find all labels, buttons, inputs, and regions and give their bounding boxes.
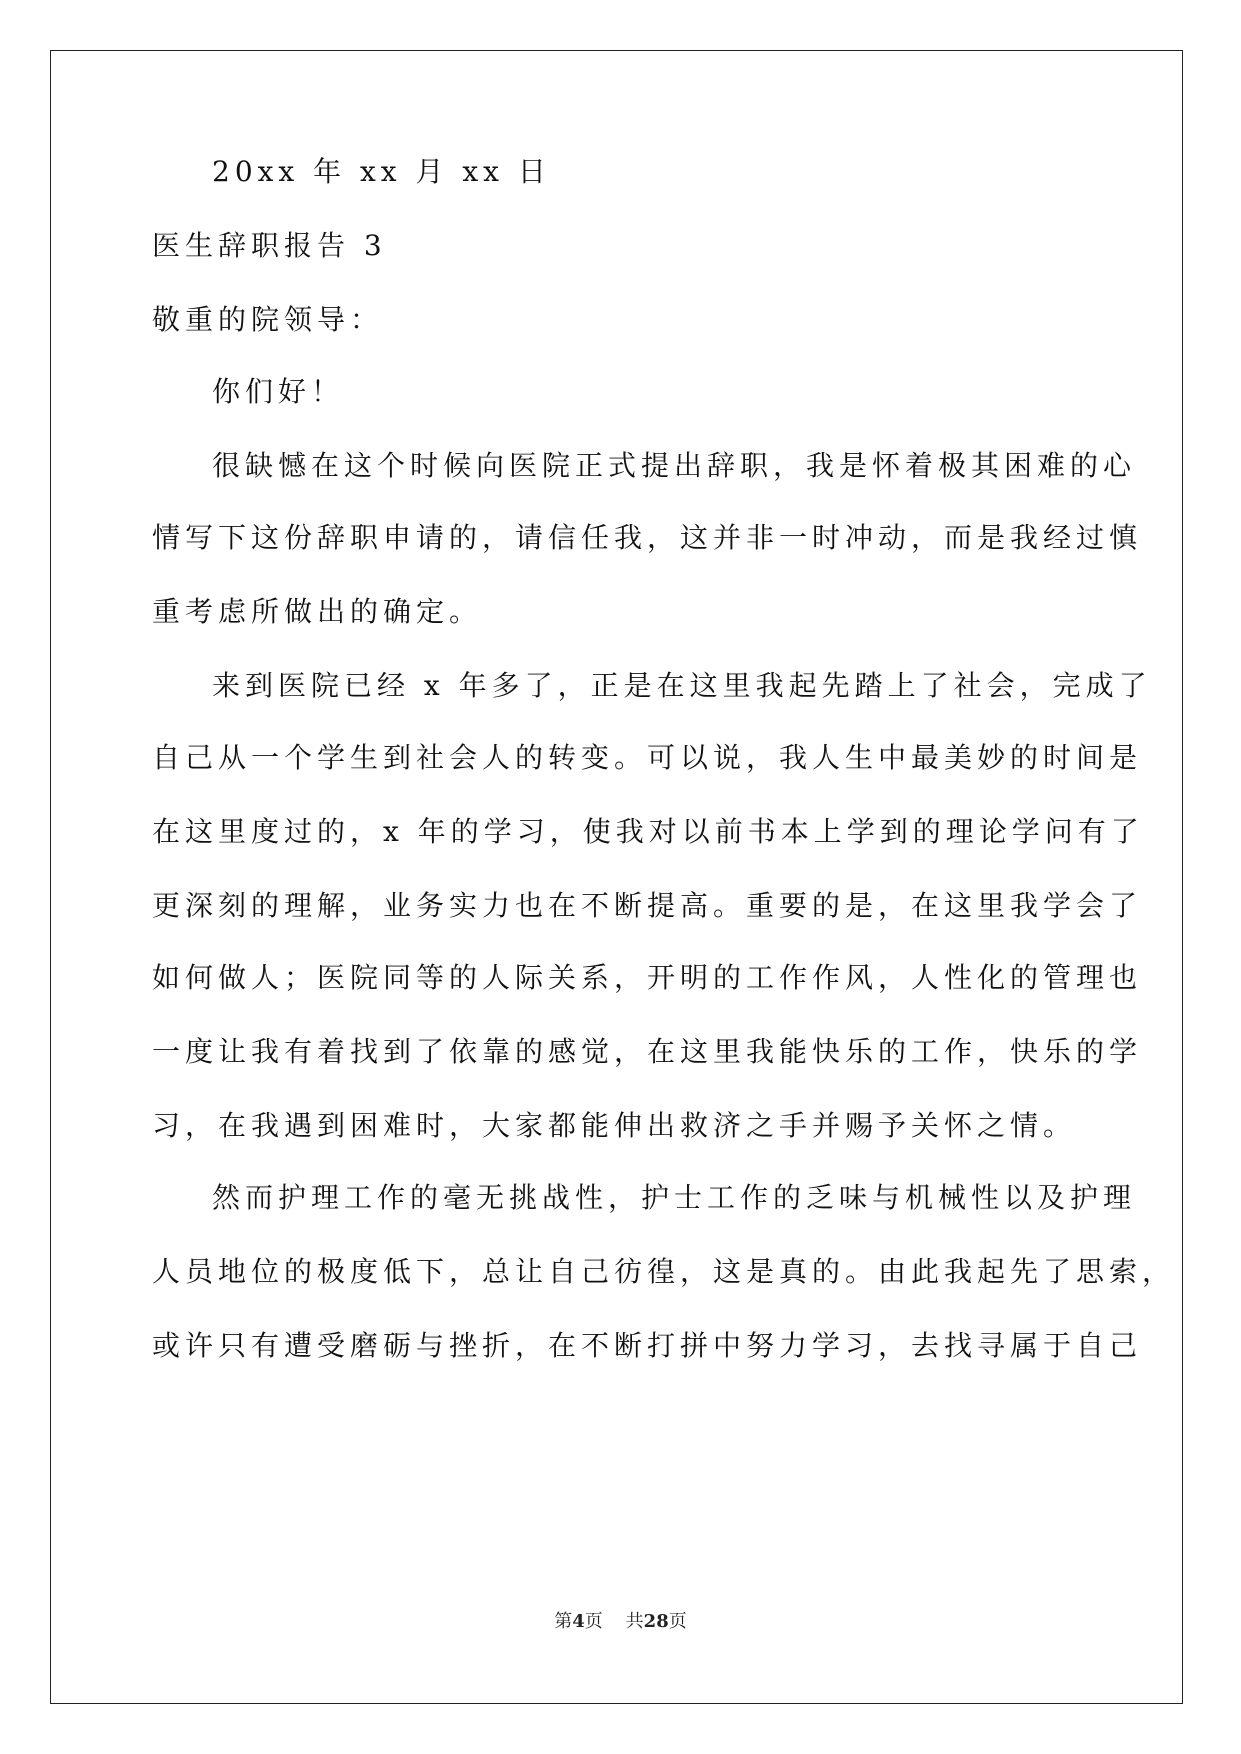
paragraph-line: 如何做人；医院同等的人际关系，开明的工作作风，人性化的管理也 <box>152 961 1143 994</box>
total-prefix: 共 <box>625 1611 644 1632</box>
page-number: 4 <box>572 1611 585 1632</box>
page-footer <box>0 1610 1241 1634</box>
page-suffix: 页 <box>584 1611 603 1632</box>
salutation: 敬重的院领导： <box>152 303 384 336</box>
greeting: 你们好！ <box>212 375 345 408</box>
date-line: 20xx 年 xx 月 xx 日 <box>212 155 551 188</box>
paragraph-line: 重考虑所做出的确定。 <box>152 595 483 628</box>
paragraph-line: 更深刻的理解，业务实力也在不断提高。重要的是，在这里我学会了 <box>152 889 1143 922</box>
total-suffix: 页 <box>668 1611 687 1632</box>
paragraph-line: 很缺憾在这个时候向医院正式提出辞职，我是怀着极其困难的心 <box>212 449 1137 482</box>
paragraph-line: 自己从一个学生到社会人的转变。可以说，我人生中最美妙的时间是 <box>152 741 1143 774</box>
paragraph-line: 情写下这份辞职申请的，请信任我，这并非一时冲动，而是我经过慎 <box>152 521 1143 554</box>
paragraph-line: 一度让我有着找到了依靠的感觉，在这里我能快乐的工作，快乐的学 <box>152 1035 1143 1068</box>
document-title: 医生辞职报告 3 <box>152 229 387 262</box>
paragraph-line: 习，在我遇到困难时，大家都能伸出救济之手并赐予关怀之情。 <box>152 1109 1077 1142</box>
paragraph-line: 然而护理工作的毫无挑战性，护士工作的乏味与机械性以及护理 <box>212 1181 1137 1214</box>
page-prefix: 第 <box>554 1611 573 1632</box>
paragraph-line: 来到医院已经 x 年多了，正是在这里我起先踏上了社会，完成了 <box>212 669 1152 702</box>
paragraph-line: 或许只有遭受磨砺与挫折，在不断打拼中努力学习，去找寻属于自己 <box>152 1329 1143 1362</box>
paragraph-line: 人员地位的极度低下，总让自己彷徨，这是真的。由此我起先了思索， <box>152 1255 1176 1288</box>
page-border <box>50 50 1183 1704</box>
total-pages: 28 <box>643 1611 669 1632</box>
paragraph-line: 在这里度过的，x 年的学习，使我对以前书本上学到的理论学问有了 <box>152 815 1144 848</box>
